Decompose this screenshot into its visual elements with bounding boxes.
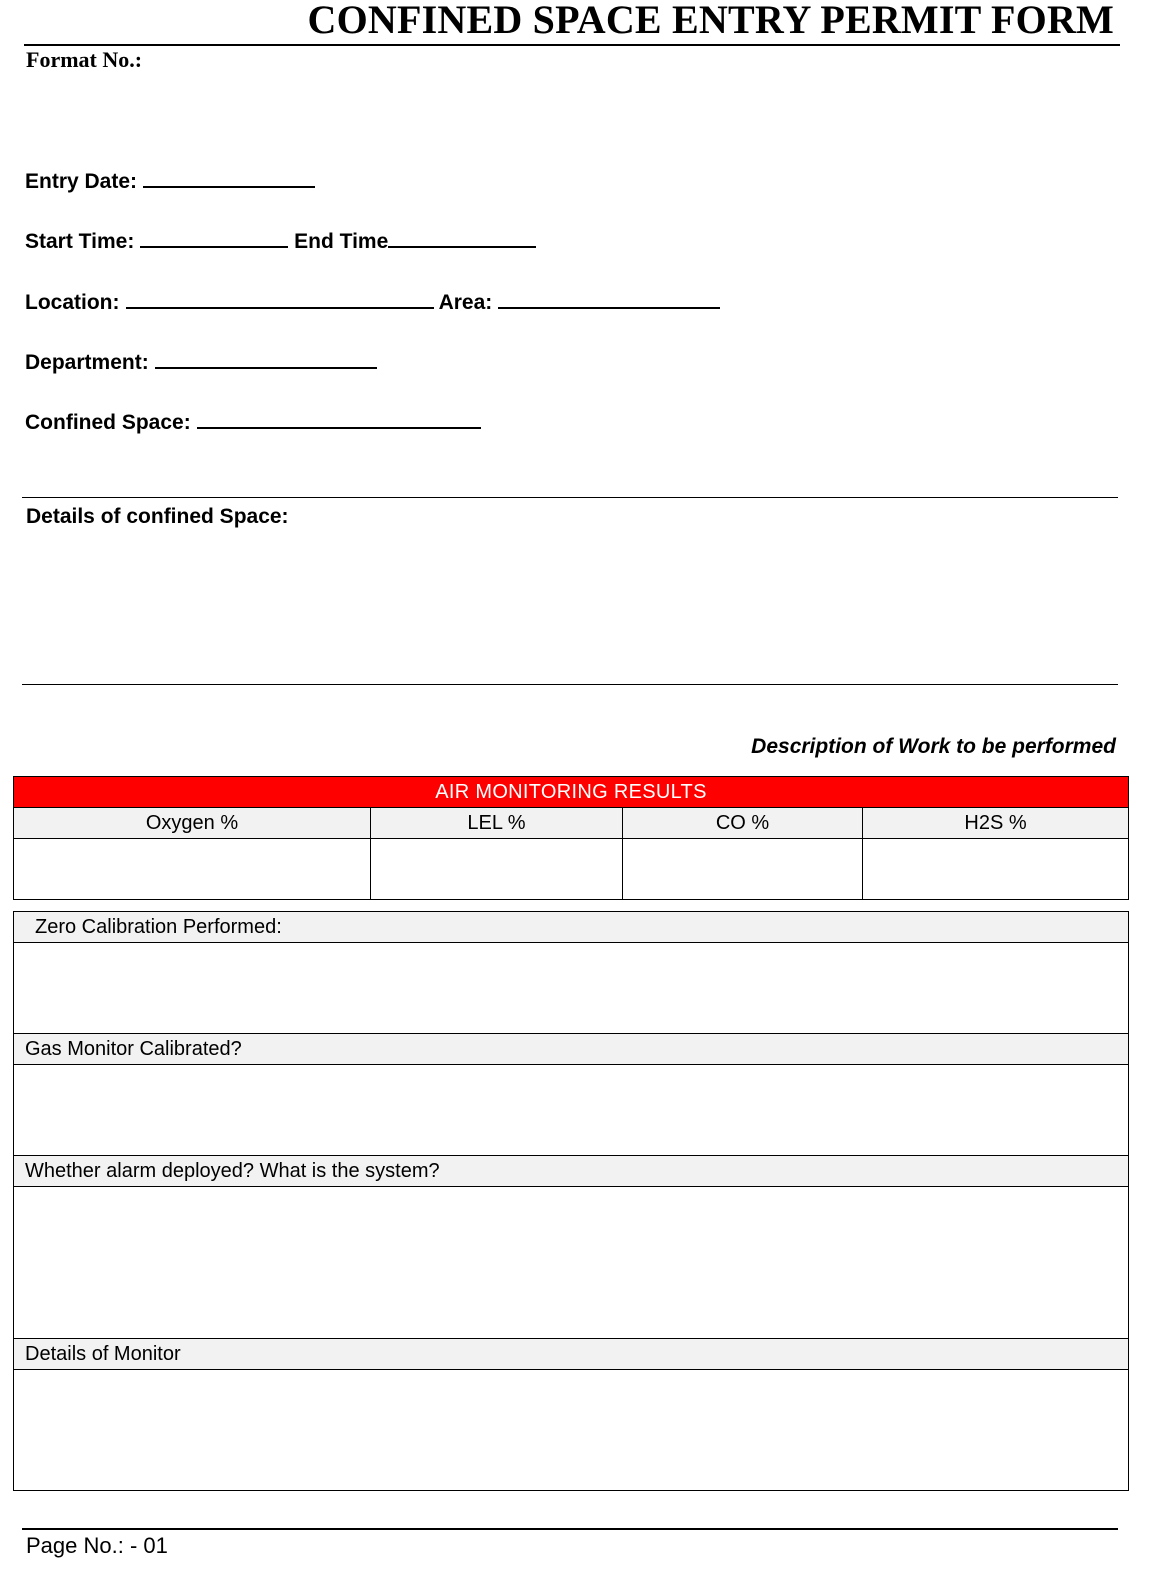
entry-date-label: Entry Date: xyxy=(25,170,138,193)
air-monitoring-table xyxy=(13,776,1129,900)
alarm-cell[interactable] xyxy=(14,1187,1129,1339)
area-blank[interactable] xyxy=(498,287,720,309)
co-value-cell[interactable] xyxy=(623,839,863,900)
oxygen-header: Oxygen % xyxy=(14,808,371,839)
page-number: Page No.: - 01 xyxy=(26,1533,168,1558)
confined-space-blank[interactable] xyxy=(197,407,481,429)
footer-divider xyxy=(22,1528,1118,1530)
co-header: CO % xyxy=(623,808,863,839)
lel-header: LEL % xyxy=(371,808,623,839)
location-blank[interactable] xyxy=(126,287,434,309)
location-label: Location: xyxy=(25,291,120,314)
department-blank[interactable] xyxy=(155,347,377,369)
description-of-work-label: Description of Work to be performed xyxy=(751,735,1116,758)
format-no-label: Format No.: xyxy=(26,47,143,72)
details-bottom-divider xyxy=(22,684,1118,685)
oxygen-value-cell[interactable] xyxy=(14,839,371,900)
zero-calibration-label: Zero Calibration Performed: xyxy=(14,912,1129,943)
confined-space-field xyxy=(25,407,481,436)
entry-date-field xyxy=(25,166,315,195)
entry-date-blank[interactable] xyxy=(143,166,315,188)
form-title: CONFINED SPACE ENTRY PERMIT FORM xyxy=(307,0,1114,42)
air-monitoring-title: AIR MONITORING RESULTS xyxy=(14,777,1129,808)
zero-calibration-cell[interactable] xyxy=(14,943,1129,1034)
end-time-label: End Time xyxy=(294,230,389,253)
h2s-header: H2S % xyxy=(863,808,1129,839)
lel-value-cell[interactable] xyxy=(371,839,623,900)
details-top-divider xyxy=(22,497,1118,498)
location-area-field xyxy=(25,287,720,316)
gas-monitor-cell[interactable] xyxy=(14,1065,1129,1156)
start-time-blank[interactable] xyxy=(140,226,288,248)
monitor-details-label: Details of Monitor xyxy=(14,1339,1129,1370)
end-time-blank[interactable] xyxy=(388,226,536,248)
monitor-details-cell[interactable] xyxy=(14,1370,1129,1491)
h2s-value-cell[interactable] xyxy=(863,839,1129,900)
time-field xyxy=(25,226,536,255)
start-time-label: Start Time: xyxy=(25,230,135,253)
confined-space-label: Confined Space: xyxy=(25,411,191,434)
gas-monitor-label: Gas Monitor Calibrated? xyxy=(14,1034,1129,1065)
alarm-label: Whether alarm deployed? What is the system? xyxy=(14,1156,1129,1187)
department-field xyxy=(25,347,377,376)
details-label: Details of confined Space: xyxy=(26,505,289,528)
checks-table xyxy=(13,911,1129,1491)
department-label: Department: xyxy=(25,351,149,374)
area-label: Area: xyxy=(438,291,493,314)
title-divider xyxy=(24,44,1120,46)
